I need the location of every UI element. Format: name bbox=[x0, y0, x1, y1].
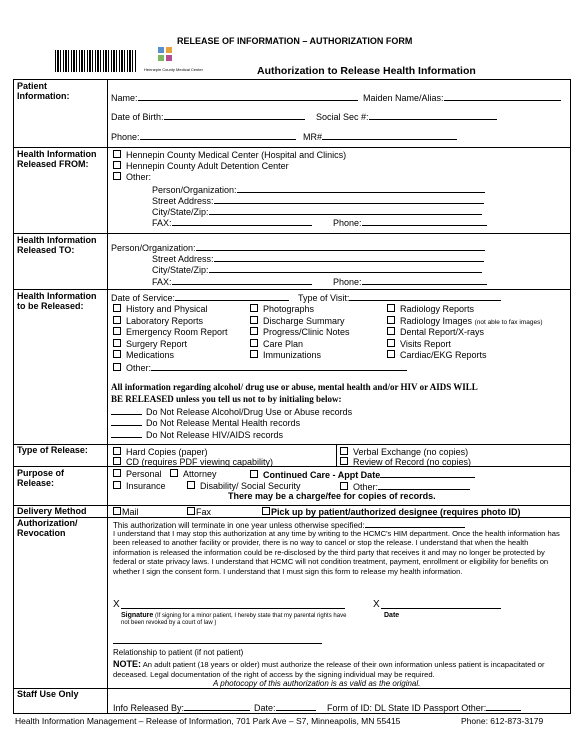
dob-field[interactable]: Date of Birth: bbox=[111, 111, 305, 122]
release-warning-2: BE RELEASED unless you tell us not to by initialing below: bbox=[111, 394, 342, 404]
form-title: RELEASE OF INFORMATION – AUTHORIZATION FORM bbox=[177, 36, 413, 46]
no-release-hiv[interactable]: Do Not Release HIV/AIDS records bbox=[111, 429, 283, 440]
footer-address: Health Information Management – Release of Information, 701 Park Ave – S7, Minneapolis, MN 55415 bbox=[15, 716, 401, 726]
release-cd[interactable]: CD (requires PDF viewing capability) bbox=[113, 457, 273, 467]
info-option[interactable]: Visits Report bbox=[387, 339, 543, 351]
date-caption: Date bbox=[384, 612, 400, 619]
type-of-visit-field[interactable]: Type of Visit: bbox=[298, 292, 501, 303]
delivery-fax[interactable]: Fax bbox=[187, 507, 211, 517]
to-person-field[interactable]: Person/Organization: bbox=[111, 242, 485, 253]
to-city-field[interactable]: City/State/Zip: bbox=[152, 264, 482, 275]
from-city-field[interactable]: City/State/Zip: bbox=[152, 206, 482, 217]
date-line[interactable] bbox=[381, 608, 501, 609]
signature-x: X bbox=[113, 599, 120, 610]
ssn-field[interactable]: Social Sec #: bbox=[316, 111, 497, 122]
from-option-detention[interactable]: Hennepin County Adult Detention Center bbox=[113, 161, 289, 171]
from-fax-field[interactable]: FAX: bbox=[152, 217, 312, 228]
hcmc-logo bbox=[144, 45, 214, 75]
termination-statement[interactable]: This authorization will terminate in one year unless otherwise specified: bbox=[113, 520, 465, 530]
signature-caption: Signature (If signing for a minor patient, I hereby state that my parental rights have not been revoked by a court of law ) bbox=[121, 612, 347, 627]
staff-use-label: Staff Use Only bbox=[17, 689, 79, 699]
purpose-insurance[interactable]: Insurance bbox=[113, 481, 166, 491]
purpose-disability[interactable]: Disability/ Social Security bbox=[187, 481, 301, 491]
delivery-mail[interactable]: Mail bbox=[113, 507, 139, 517]
form-heading: Authorization to Release Health Information bbox=[257, 65, 476, 77]
phone-field[interactable]: Phone: bbox=[111, 131, 296, 142]
no-release-alcohol[interactable]: Do Not Release Alcohol/Drug Use or Abuse records bbox=[111, 406, 352, 417]
type-of-release-label: Type of Release: bbox=[17, 445, 88, 455]
checkbox[interactable] bbox=[113, 172, 121, 180]
purpose-label: Purpose of Release: bbox=[17, 468, 65, 488]
from-person-field[interactable]: Person/Organization: bbox=[152, 184, 485, 195]
info-option[interactable]: Medications bbox=[113, 350, 407, 362]
barcode bbox=[55, 50, 137, 72]
maiden-name-field[interactable]: Maiden Name/Alias: bbox=[363, 92, 561, 103]
info-option-other[interactable]: Other: bbox=[113, 362, 407, 374]
purpose-personal[interactable]: Personal bbox=[113, 469, 162, 479]
info-option[interactable]: Discharge Summary bbox=[250, 316, 350, 328]
delivery-label: Delivery Method bbox=[17, 506, 87, 516]
date-of-service-field[interactable]: Date of Service: bbox=[111, 292, 289, 303]
authorization-paragraph: I understand that I may stop this authorization at any time by writing to the HCMC's HIM department. Once the health information has been released to another facility or provider, there is no way to cancel or stop the release. I understand that when the health information is released the information could be re-disclosed by the third party that receives it and may no longer be protected by federal or state privacy laws. I understand that HCMC will not condition treatment, payment, enrollment or eligibility for benefits on whether I sign the consent form. I understand that I must sign this form to release my health information. bbox=[113, 529, 560, 576]
logo-text: Hennepin County Medical Center bbox=[144, 67, 203, 72]
info-option[interactable]: Emergency Room Report bbox=[113, 327, 407, 339]
info-col3 bbox=[387, 304, 543, 362]
form-of-id-field[interactable]: Form of ID: DL State ID Passport Other: bbox=[327, 702, 521, 713]
photocopy-note: A photocopy of this authorization is as valid as the original. bbox=[213, 679, 421, 688]
checkbox[interactable] bbox=[113, 150, 121, 158]
patient-info-label: Patient Information: bbox=[17, 81, 70, 101]
info-option[interactable]: Progress/Clinic Notes bbox=[250, 327, 350, 339]
from-option-hcmc[interactable]: Hennepin County Medical Center (Hospital and Clinics) bbox=[113, 150, 346, 160]
to-fax-field[interactable]: FAX: bbox=[152, 276, 312, 287]
mr-field[interactable]: MR# bbox=[303, 131, 457, 142]
release-warning-1: All information regarding alcohol/ drug use or abuse, mental health and/or HIV or AIDS WILL bbox=[111, 382, 478, 392]
delivery-pickup[interactable]: Pick up by patient/authorized designee (requires photo ID) bbox=[262, 507, 521, 517]
date-x: X bbox=[373, 599, 380, 610]
release-review[interactable]: Review of Record (no copies) bbox=[340, 457, 471, 467]
info-option[interactable]: Surgery Report bbox=[113, 339, 407, 351]
to-phone-field[interactable]: Phone: bbox=[333, 276, 487, 287]
adult-note: NOTE: An adult patient (18 years or older) must authorize the release of their own information unless patient is incapacitated or deceased. Legal documentation of the right of access by the signing individual may be required. bbox=[113, 659, 545, 680]
footer-phone: Phone: 612-873-3179 bbox=[461, 716, 544, 726]
info-option[interactable]: Radiology Images (not able to fax images) bbox=[387, 316, 543, 328]
relationship-caption: Relationship to patient (if not patient) bbox=[113, 648, 244, 657]
patient-name-field[interactable]: Name: bbox=[111, 92, 358, 103]
authorization-label: Authorization/ Revocation bbox=[17, 518, 78, 538]
info-option[interactable]: Immunizations bbox=[250, 350, 350, 362]
info-released-label: Health Information to be Released: bbox=[17, 291, 97, 311]
release-hard-copies[interactable]: Hard Copies (paper) bbox=[113, 447, 208, 457]
released-from-label: Health Information Released FROM: bbox=[17, 149, 97, 169]
no-release-mental[interactable]: Do Not Release Mental Health records bbox=[111, 417, 300, 428]
to-street-field[interactable]: Street Address: bbox=[152, 253, 484, 264]
info-option[interactable]: Photographs bbox=[250, 304, 350, 316]
released-to-label: Health Information Released TO: bbox=[17, 235, 97, 255]
info-option[interactable]: Cardiac/EKG Reports bbox=[387, 350, 543, 362]
info-option[interactable]: Radiology Reports bbox=[387, 304, 543, 316]
info-option[interactable]: History and Physical bbox=[113, 304, 407, 316]
logo-mark-icon bbox=[154, 45, 180, 65]
info-option[interactable]: Care Plan bbox=[250, 339, 350, 351]
release-verbal[interactable]: Verbal Exchange (no copies) bbox=[340, 447, 468, 457]
from-street-field[interactable]: Street Address: bbox=[152, 195, 484, 206]
purpose-continued-care[interactable]: Continued Care - Appt Date bbox=[250, 469, 475, 480]
relationship-line[interactable] bbox=[113, 643, 322, 644]
fee-notice: There may be a charge/fee for copies of records. bbox=[228, 491, 436, 501]
purpose-attorney[interactable]: Attorney bbox=[170, 469, 217, 479]
info-col2 bbox=[250, 304, 350, 362]
purpose-other[interactable]: Other: bbox=[340, 481, 470, 492]
info-option[interactable]: Laboratory Reports bbox=[113, 316, 407, 328]
staff-date-field[interactable]: Date: bbox=[254, 702, 316, 713]
checkbox[interactable] bbox=[113, 161, 121, 169]
released-by-field[interactable]: Info Released By: bbox=[113, 702, 250, 713]
info-option[interactable]: Dental Report/X-rays bbox=[387, 327, 543, 339]
from-phone-field[interactable]: Phone: bbox=[333, 217, 487, 228]
from-option-other[interactable]: Other: bbox=[113, 172, 151, 182]
signature-line[interactable] bbox=[121, 608, 345, 609]
